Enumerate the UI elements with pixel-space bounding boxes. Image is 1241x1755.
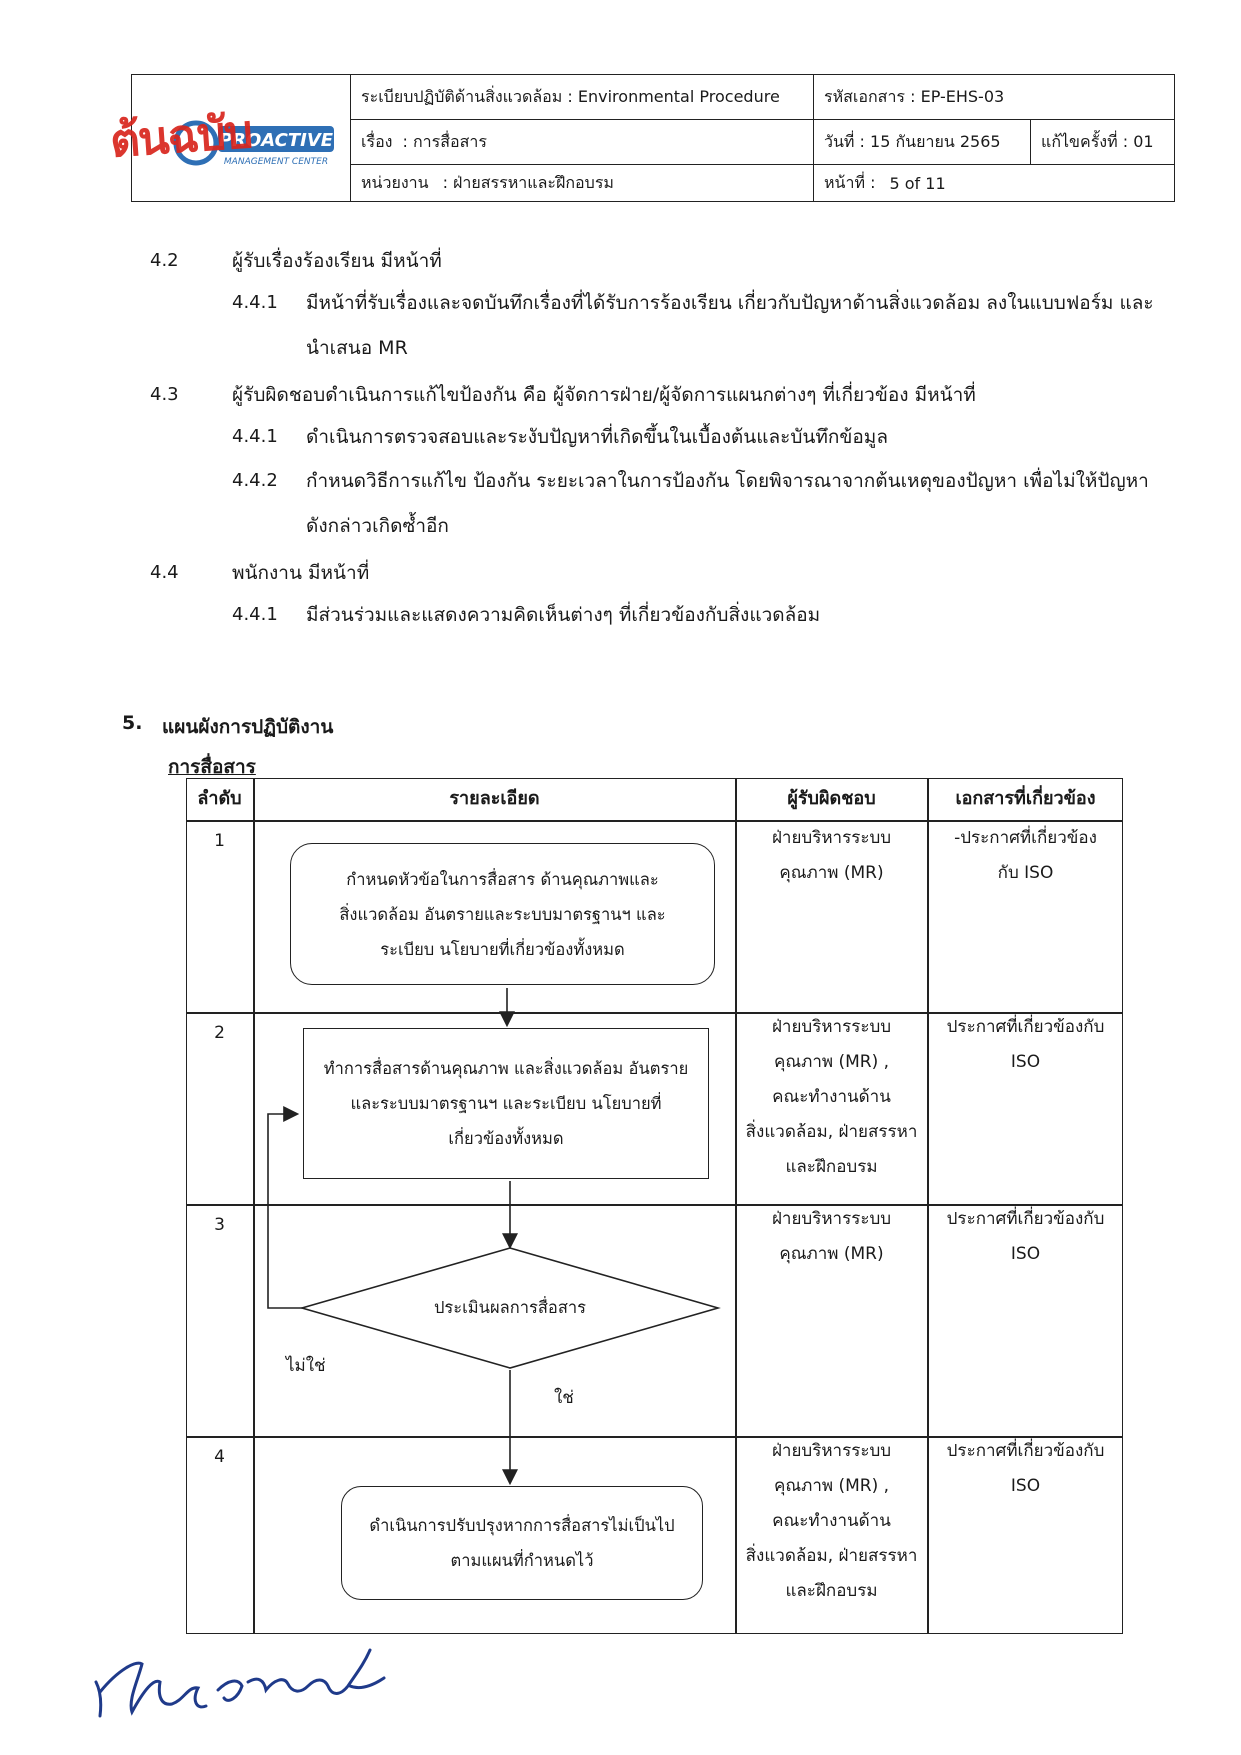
row-number: 1 xyxy=(214,831,225,851)
section-text: มีหน้าที่รับเรื่องและจดบันทึกเรื่องที่ได้รับการร้องเรียน เกี่ยวกับปัญหาด้านสิ่งแวดล้อม ลงในแบบฟอร์ม และ xyxy=(306,292,1154,314)
logo-text: PROACTIVE xyxy=(218,130,334,151)
yes-label: ใช่ xyxy=(554,1388,574,1408)
process-text: ตามแผนที่กำหนดไว้ xyxy=(450,1551,594,1570)
process-text: และระบบมาตรฐานฯ และระเบียบ นโยบายที่ xyxy=(350,1094,662,1113)
subject-label: เรื่อง xyxy=(361,131,393,151)
section-number: 4.4.1 xyxy=(232,604,278,625)
dept-value: : ฝ่ายสรรหาและฝึกอบรม xyxy=(442,172,614,192)
doc-code: รหัสเอกสาร : EP-EHS-03 xyxy=(813,74,1175,120)
responsible-line: สิ่งแวดล้อม, ฝ่ายสรรหา xyxy=(745,1122,918,1142)
section-text: พนักงาน มีหน้าที่ xyxy=(232,562,370,584)
page-label: หน้าที่ : xyxy=(824,172,876,192)
handwritten-signature xyxy=(88,1620,428,1730)
process-box-2 xyxy=(303,1028,709,1179)
procedure-title: ระเบียบปฏิบัติด้านสิ่งแวดล้อม : Environmental Procedure xyxy=(350,74,814,120)
process-text: เกี่ยวข้องทั้งหมด xyxy=(448,1129,564,1148)
revision-cell: แก้ไขครั้งที่ : 01 xyxy=(1030,119,1175,165)
responsible-line: และฝึกอบรม xyxy=(785,1157,878,1177)
section-text: มีส่วนร่วมและแสดงความคิดเห็นต่างๆ ที่เกี่ยวข้องกับสิ่งแวดล้อม xyxy=(306,604,821,626)
section-text: ดำเนินการตรวจสอบและระงับปัญหาที่เกิดขึ้นในเบื้องต้นและบันทึกข้อมูล xyxy=(306,426,888,448)
responsible-line: คุณภาพ (MR) xyxy=(779,1244,884,1264)
section5-subtitle: การสื่อสาร xyxy=(168,756,256,778)
process-text: ดำเนินการปรับปรุงหากการสื่อสารไม่เป็นไป xyxy=(369,1516,675,1535)
section5-title: แผนผังการปฏิบัติงาน xyxy=(162,716,334,738)
related-doc-line: ISO xyxy=(1010,1476,1041,1496)
responsible-line: คุณภาพ (MR) xyxy=(779,863,884,883)
responsible-line: คุณภาพ (MR) , xyxy=(773,1476,890,1496)
responsible-line: และฝึกอบรม xyxy=(785,1581,878,1601)
original-stamp: ต้นฉบับ xyxy=(108,104,253,168)
process-text: ทำการสื่อสารด้านคุณภาพ และสิ่งแวดล้อม อันตราย xyxy=(323,1059,689,1078)
responsible-line: สิ่งแวดล้อม, ฝ่ายสรรหา xyxy=(745,1546,918,1566)
signature-text: ปพิษณ์ ประภากรณ์ xyxy=(88,1620,97,1621)
section-number: 4.4 xyxy=(150,562,179,583)
logo-subtext: MANAGEMENT CENTER xyxy=(223,157,329,167)
header-responsible: ผู้รับผิดชอบ xyxy=(787,788,876,809)
header-detail: รายละเอียด xyxy=(449,788,540,809)
section-text-cont: นำเสนอ MR xyxy=(306,337,408,359)
date-cell: วันที่ : 15 กันยายน 2565 xyxy=(813,119,1031,165)
header-order: ลำดับ xyxy=(197,788,242,809)
section-number: 4.4.1 xyxy=(232,292,278,313)
section-number: 4.3 xyxy=(150,384,179,405)
dept-label: หน่วยงาน xyxy=(361,172,429,192)
responsible-line: คณะทำงานด้าน xyxy=(772,1511,891,1531)
responsible-line: คุณภาพ (MR) , xyxy=(773,1052,890,1072)
responsible-line: ฝ่ายบริหารระบบ xyxy=(771,1441,892,1461)
related-doc-line: ประกาศที่เกี่ยวข้องกับ xyxy=(946,1209,1105,1229)
responsible-line: ฝ่ายบริหารระบบ xyxy=(771,1017,892,1037)
section-text: ผู้รับผิดชอบดำเนินการแก้ไขป้องกัน คือ ผู้จัดการฝ่าย/ผู้จัดการแผนกต่างๆ ที่เกี่ยวข้อง มีหน้าที่ xyxy=(232,384,976,406)
connector-no-loop xyxy=(268,1114,306,1308)
row-number: 3 xyxy=(214,1215,225,1235)
related-doc-line: ประกาศที่เกี่ยวข้องกับ xyxy=(946,1441,1105,1461)
section-text-cont: ดังกล่าวเกิดซ้ำอีก xyxy=(306,515,449,537)
related-doc-line: ISO xyxy=(1010,1244,1041,1264)
process-box-4 xyxy=(341,1486,703,1600)
responsible-line: คณะทำงานด้าน xyxy=(772,1087,891,1107)
process-text: ระเบียบ นโยบายที่เกี่ยวข้องทั้งหมด xyxy=(380,939,625,959)
related-doc-line: ISO xyxy=(1010,1052,1041,1072)
related-doc-line: กับ ISO xyxy=(997,863,1054,883)
process-text: สิ่งแวดล้อม อันตรายและระบบมาตรฐานฯ และ xyxy=(339,904,666,924)
section-number: 4.4.2 xyxy=(232,470,278,491)
section-number: 4.4.1 xyxy=(232,426,278,447)
page-number: 5 of 11 xyxy=(889,173,946,193)
decision-label: ประเมินผลการสื่อสาร xyxy=(433,1298,587,1317)
responsible-line: ฝ่ายบริหารระบบ xyxy=(771,828,892,848)
no-label: ไม่ใช่ xyxy=(286,1356,326,1376)
responsible-line: ฝ่ายบริหารระบบ xyxy=(771,1209,892,1229)
process-box-1 xyxy=(290,843,715,985)
related-doc-line: -ประกาศที่เกี่ยวข้อง xyxy=(954,828,1097,848)
section-text: ผู้รับเรื่องร้องเรียน มีหน้าที่ xyxy=(232,250,442,272)
header-related-docs: เอกสารที่เกี่ยวข้อง xyxy=(955,788,1096,809)
subject-value: : การสื่อสาร xyxy=(402,131,487,151)
process-text: กำหนดหัวข้อในการสื่อสาร ด้านคุณภาพและ xyxy=(346,869,659,889)
section5-number: 5. xyxy=(122,712,143,734)
row-number: 4 xyxy=(214,1447,225,1467)
row-number: 2 xyxy=(214,1023,225,1043)
section-number: 4.2 xyxy=(150,250,179,271)
section-text: กำหนดวิธีการแก้ไข ป้องกัน ระยะเวลาในการป้องกัน โดยพิจารณาจากต้นเหตุของปัญหา เพื่อไม่ให้ปัญหา xyxy=(306,470,1149,492)
related-doc-line: ประกาศที่เกี่ยวข้องกับ xyxy=(946,1017,1105,1037)
